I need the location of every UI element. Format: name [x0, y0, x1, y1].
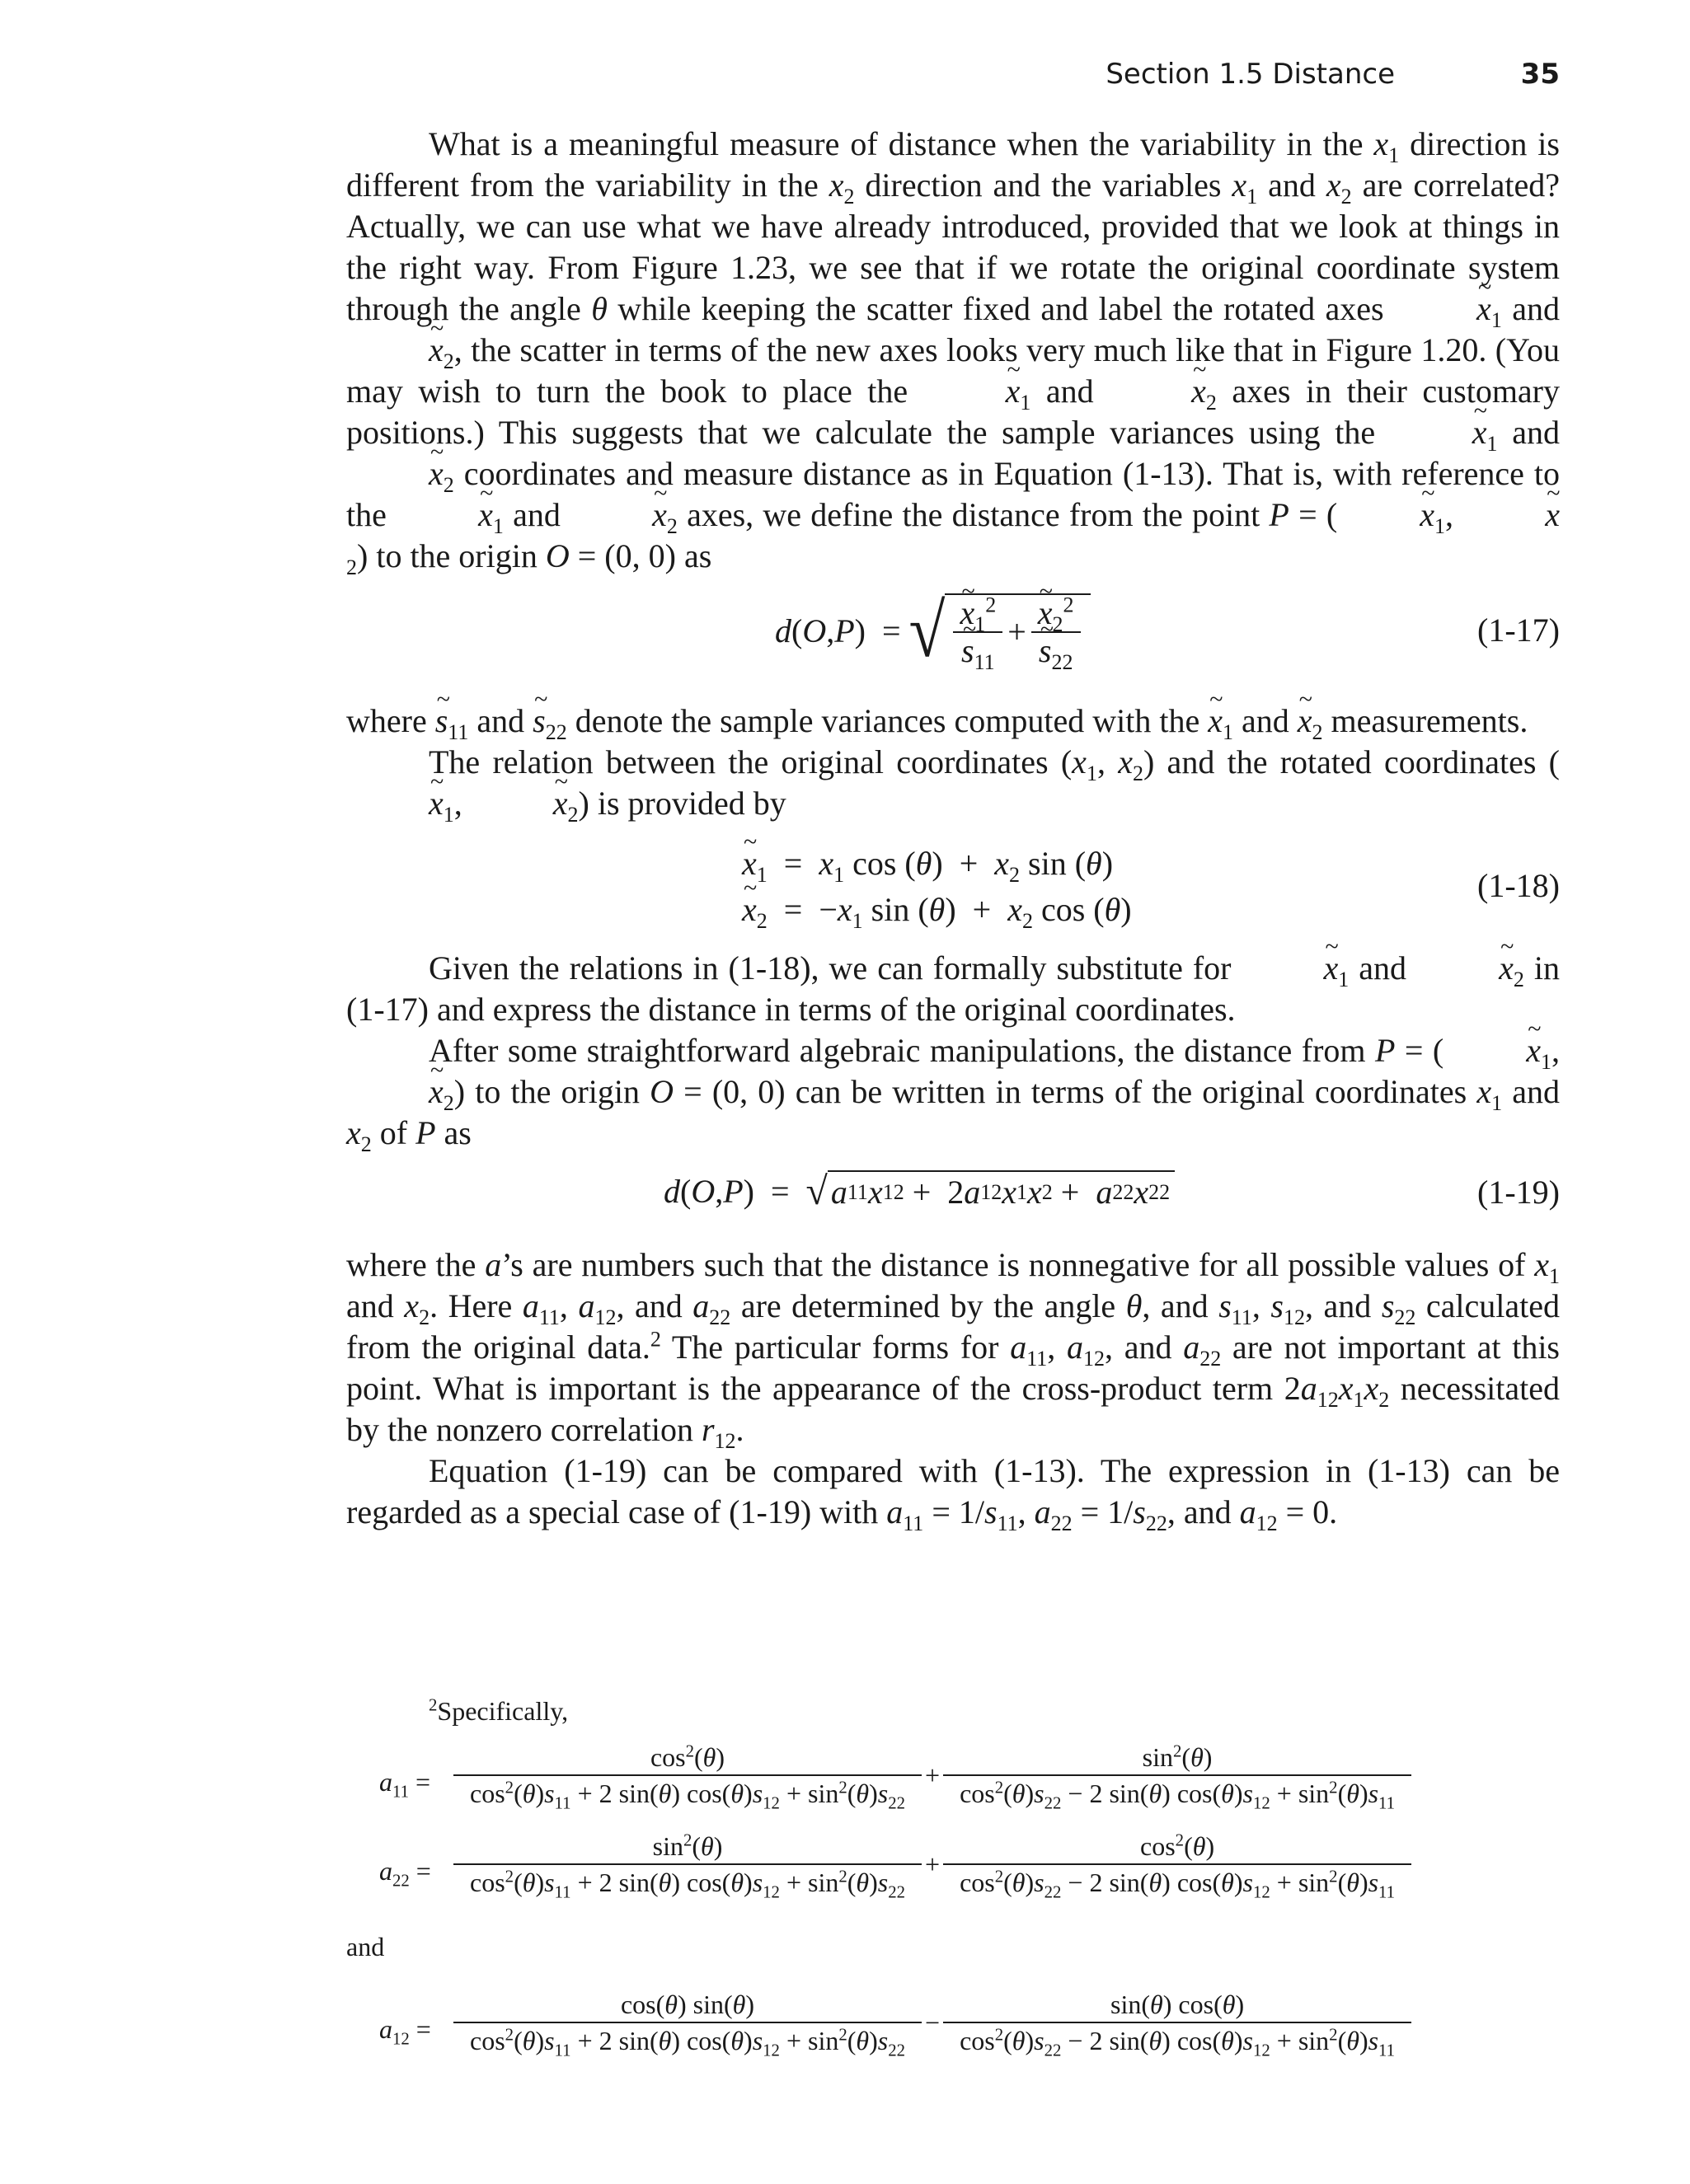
- paragraph-1: What is a meaningful measure of distance when the variability in the $x_1$ direction is different from the variability in the $x_2$ direction and the variables $x_1$ and $x_2$ are correlated? Actually, we can use what we have already introduced, provided that we look at things in the right way. From Figure 1.23, we see that if we rotate the original coordinate system through the angle θ while keeping the scatter fixed and label the rotated axes ~ $x_1$ and ~ $x_2$, the scatter in terms of the new axes looks very much like that in Figure 1.20. (You may wish to turn the book to place the ~ $x_1$ and ~ $x_2$ axes in their customary positions.) This suggests that we calculate the sample variances using the ~ $x_1$ and ~ $x_2$ coordinates and measure distance as in Equation (1-13). That is, with reference to the ~ $x_1$ and ~ $x_2$ axes, we define the distance from the point P = (~ $x_1$, ~ $x_2$) to the origin O = (0, 0) as: [346, 124, 1560, 577]
- page-number: 35: [1520, 58, 1560, 91]
- equation-1-17: d ( O , P ) = √ ~ $x_1^2$ ~ $s_{11}$ + ~ $x_2^2$ ~ $s_{22}$ (1-17): [346, 577, 1560, 701]
- footnote-a12: $a_{12}$ = $\frac{\cos(\theta) \sin(\theta)}{\cos^2(\theta)s_{11} + 2 \sin(\theta) \cos(\theta)s_{12} + \sin^2(\theta)s_{22}}$ − $\frac{\sin(\theta) \cos(\theta)}{\cos^2(\theta)s_{22} - 2 \sin(\theta) \cos(\theta)s_{12} + \sin^2(\theta)s_{11}}$: [346, 1987, 1560, 2076]
- paragraph-6: where the a’s are numbers such that the distance is nonnegative for all possible values of $x_1$ and $x_2$. Here $a_{11}$, $a_{12}$, and $a_{22}$ are determined by the angle θ, and $s_{11}$, $s_{12}$, and $s_{22}$ calculated from the original data.$^2$ The particular forms for $a_{11}$, $a_{12}$, and $a_{22}$ are not important at this point. What is important is the appearance of the cross-product term $2a_{12}x_1x_2$ necessitated by the nonzero correlation $r_{12}$.: [346, 1246, 1561, 1453]
- section-title: Section 1.5 Distance: [1106, 58, 1395, 91]
- footnote-lead: $^2$Specifically,: [429, 1695, 569, 1726]
- footnote-a22: $a_{22}$ = $\frac{\sin^2(\theta)}{\cos^2(\theta)s_{11} + 2 \sin(\theta) \cos(\theta)s_{12} + \sin^2(\theta)s_{22}}$ + $\frac{\cos^2(\theta)}{\cos^2(\theta)s_{22} - 2 \sin(\theta) \cos(\theta)s_{12} + \sin^2(\theta)s_{11}}$: [346, 1829, 1560, 1918]
- footnote-and: and: [346, 1932, 385, 1961]
- paragraph-2: where ~ $s_{11}$ and ~ $s_{22}$ denote the sample variances computed with the ~ $x_1$ and ~ $x_2$ measurements.: [346, 701, 1560, 742]
- footnote-a11: $a_{11}$ = $\frac{\cos^2(\theta)}{\cos^2(\theta)s_{11} + 2 \sin(\theta) \cos(\theta)s_{12} + \sin^2(\theta)s_{22}}$ + $\frac{\sin^2(\theta)}{\cos^2(\theta)s_{22} - 2 \sin(\theta) \cos(\theta)s_{12} + \sin^2(\theta)s_{11}}$: [346, 1740, 1560, 1829]
- running-header: [0, 58, 1560, 99]
- main-text: [346, 124, 1560, 1533]
- equation-1-18: ~ $x_1 = x_1$ $\cos (\theta) + x_2$ sin (θ) ~ $x_2 = -x_1$ $\sin (\theta) + x_2$ cos (θ) (1-18): [346, 824, 1560, 948]
- paragraph-3: The relation between the original coordinates ($x_1$, $x_2$) and the rotated coordinates (~ $x_1$, ~ $x_2$) is provided by: [346, 742, 1560, 824]
- footnote: [346, 1694, 1560, 2076]
- paragraph-7: Equation (1-19) can be compared with (1-13). The expression in (1-13) can be regarded as a special case of (1-19) with $a_{11} = 1/s_{11}$, $a_{22} = 1/s_{22}$, and $a_{12} = 0$.: [346, 1452, 1560, 1535]
- paragraph-4: Given the relations in (1-18), we can formally substitute for ~ $x_1$ and ~ $x_2$ in (1-17) and express the distance in terms of the original coordinates.: [346, 948, 1560, 1030]
- equation-number: (1-19): [1477, 1174, 1560, 1211]
- equation-number: (1-17): [1477, 612, 1560, 649]
- equation-number: (1-18): [1477, 867, 1560, 904]
- equation-1-19: d ( O , P ) = √ a 11 x 1 2 + 2 a 12 x 1 x 2 + a 22 x 2 2 (1-19): [664, 1169, 1560, 1213]
- paragraph-5: After some straightforward algebraic manipulations, the distance from P = (~ $x_1$, ~ $x_2$) to the origin O = (0, 0) can be written in terms of the original coordinates $x_1$ and $x_2$ of P as: [346, 1030, 1560, 1154]
